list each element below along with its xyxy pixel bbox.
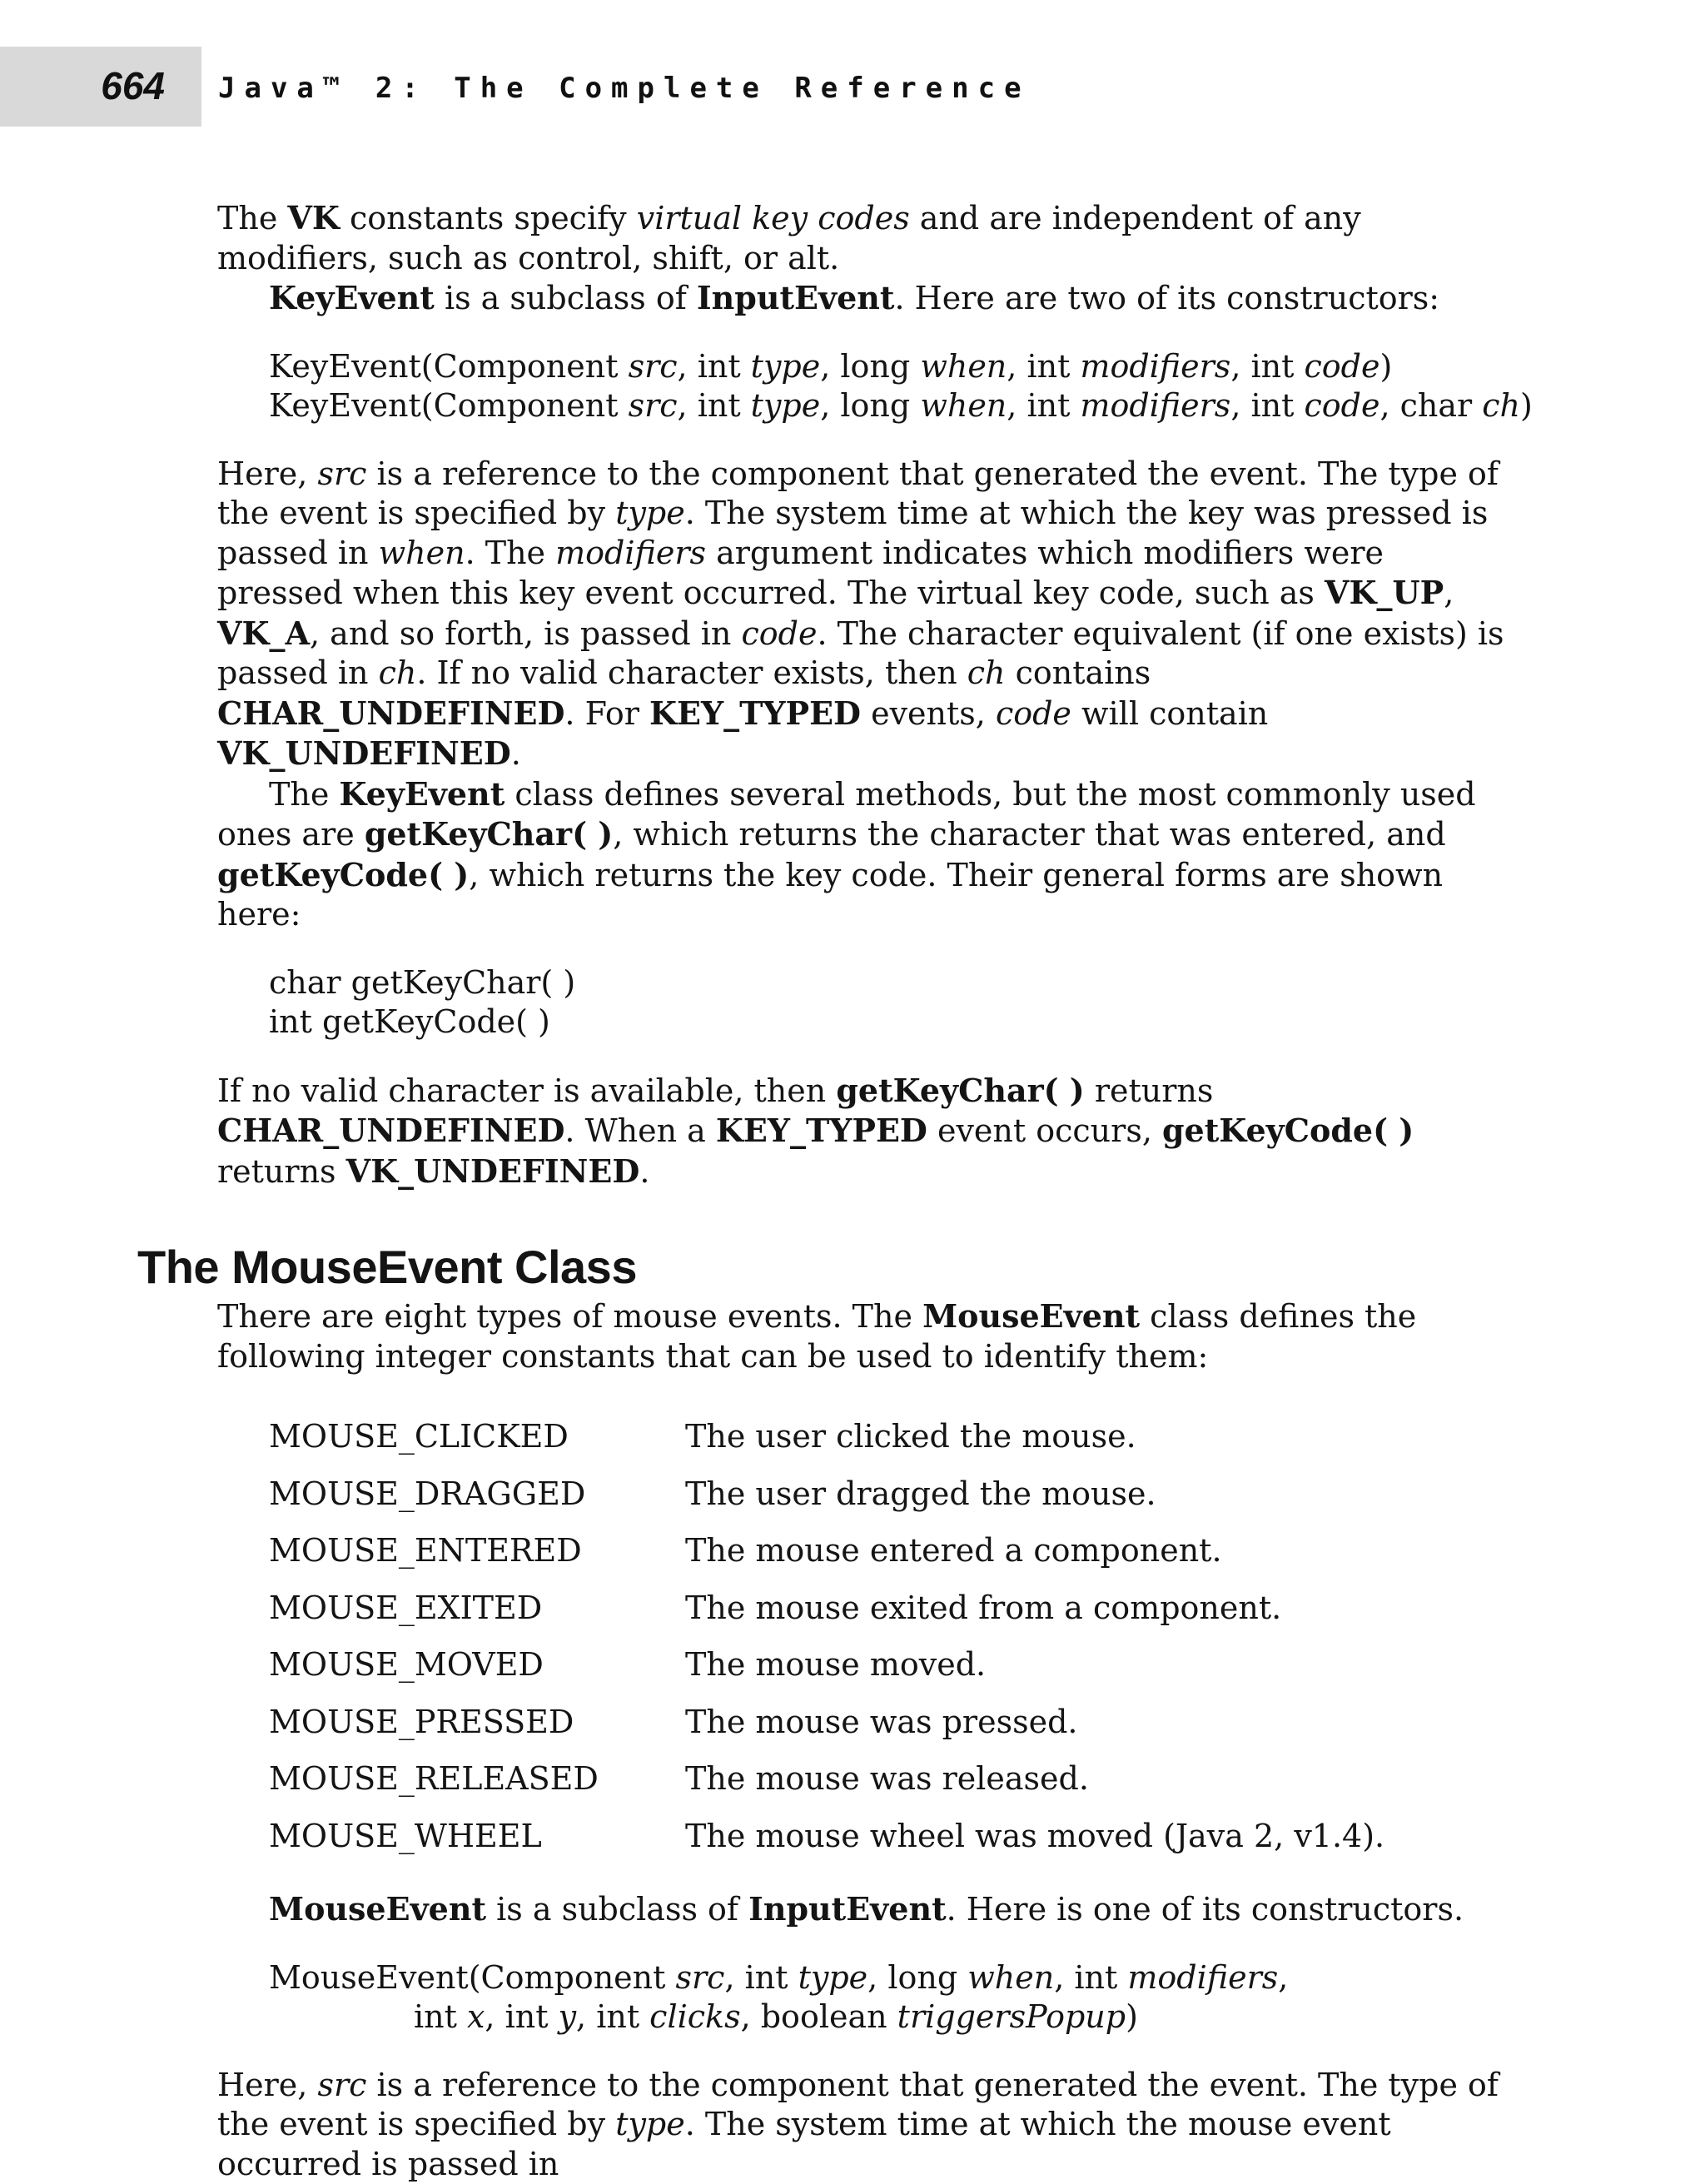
constant-name: MOUSE_MOVED	[269, 1636, 685, 1694]
paragraph-mouse-event-types: There are eight types of mouse events. The MouseEvent class defines the following integer constants that can be used to identify them:	[217, 1296, 1516, 1376]
page-number-tab	[0, 47, 201, 127]
constant-description: The mouse was released.	[685, 1750, 1384, 1808]
code-mouseevent-constructor-line-2: int x, int y, int clicks, boolean triggersPopup)	[414, 1997, 1516, 2037]
constant-name: MOUSE_ENTERED	[269, 1522, 685, 1580]
constant-name: MOUSE_CLICKED	[269, 1408, 685, 1465]
paragraph-keyevent-params: Here, src is a reference to the component that generated the event. The type of the event is specified by type. The system time at which the key was pressed is passed in when. The modifiers argument indicates which modifiers were pressed when this key event occurred. The virtual key code, such as VK_UP, VK_A, and so forth, is passed in code. The character equivalent (if one exists) is passed in ch. If no valid character exists, then ch contains CHAR_UNDEFINED. For KEY_TYPED events, code will contain VK_UNDEFINED.	[217, 455, 1516, 774]
code-getkeycode: int getKeyCode( )	[269, 1002, 1516, 1042]
code-getkeychar: char getKeyChar( )	[269, 963, 1516, 1003]
constant-description: The user dragged the mouse.	[685, 1465, 1384, 1523]
code-mouseevent-constructor-line-1: MouseEvent(Component src, int type, long when, int modifiers,	[269, 1958, 1516, 1998]
table-row	[269, 1636, 1384, 1694]
constant-name: MOUSE_WHEEL	[269, 1808, 685, 1865]
section-heading: The MouseEvent Class	[137, 1238, 1516, 1296]
constant-description: The mouse was pressed.	[685, 1694, 1384, 1751]
table-row	[269, 1808, 1384, 1865]
table-row	[269, 1465, 1384, 1523]
table-row	[269, 1522, 1384, 1580]
running-title: Java™ 2: The Complete Reference	[218, 72, 1031, 105]
table-row	[269, 1580, 1384, 1637]
paragraph-mouseevent-subclass: MouseEvent is a subclass of InputEvent. Here is one of its constructors.	[217, 1889, 1516, 1930]
mouse-constants-table	[269, 1408, 1384, 1864]
paragraph-keyevent-methods: The KeyEvent class defines several methods, but the most commonly used ones are getKeyChar( ), which returns the character that was entered, and getKeyCode( ), which returns the key code. Their general forms are shown here:	[217, 774, 1516, 935]
code-keyevent-constructor-2: KeyEvent(Component src, int type, long when, int modifiers, int code, char ch)	[269, 386, 1516, 426]
page-body	[217, 198, 1516, 2184]
paragraph-undefined-values: If no valid character is available, then getKeyChar( ) returns CHAR_UNDEFINED. When a KEY_TYPED event occurs, getKeyCode( ) returns VK_UNDEFINED.	[217, 1071, 1516, 1192]
constant-name: MOUSE_PRESSED	[269, 1694, 685, 1751]
constant-name: MOUSE_DRAGGED	[269, 1465, 685, 1523]
page-number: 664	[101, 63, 165, 108]
table-row	[269, 1408, 1384, 1465]
paragraph-vk-constants: The VK constants specify virtual key codes and are independent of any modifiers, such as control, shift, or alt.	[217, 198, 1516, 278]
page-header	[0, 0, 1705, 125]
paragraph-mouseevent-params: Here, src is a reference to the component that generated the event. The type of the event is specified by type. The system time at which the mouse event occurred is passed in	[217, 2066, 1516, 2184]
table-row	[269, 1750, 1384, 1808]
constant-description: The user clicked the mouse.	[685, 1408, 1384, 1465]
constant-description: The mouse entered a component.	[685, 1522, 1384, 1580]
constant-name: MOUSE_RELEASED	[269, 1750, 685, 1808]
constant-name: MOUSE_EXITED	[269, 1580, 685, 1637]
paragraph-keyevent-subclass: KeyEvent is a subclass of InputEvent. Here are two of its constructors:	[217, 278, 1516, 319]
code-keyevent-constructor-1: KeyEvent(Component src, int type, long when, int modifiers, int code)	[269, 347, 1516, 387]
constant-description: The mouse exited from a component.	[685, 1580, 1384, 1637]
constant-description: The mouse wheel was moved (Java 2, v1.4).	[685, 1808, 1384, 1865]
constant-description: The mouse moved.	[685, 1636, 1384, 1694]
table-row	[269, 1694, 1384, 1751]
